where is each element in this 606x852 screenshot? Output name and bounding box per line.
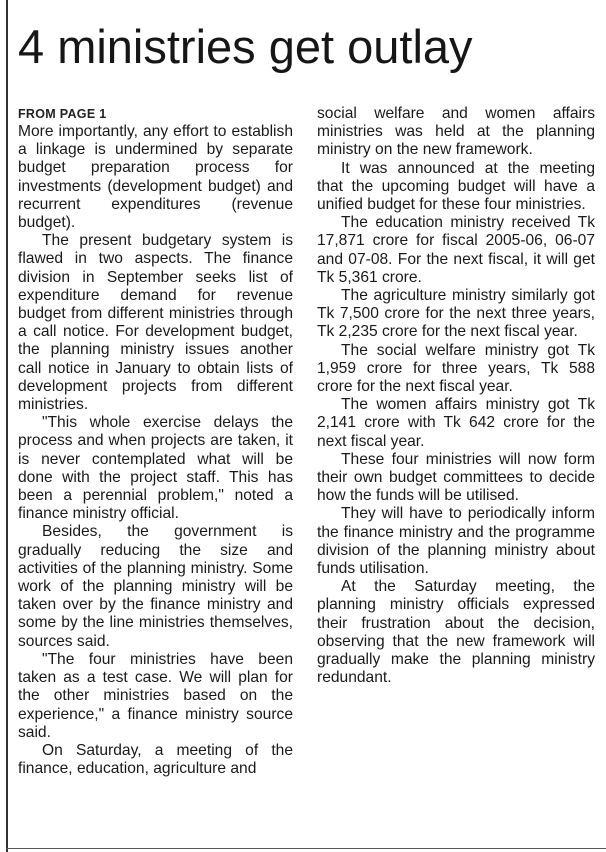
paragraph: social welfare and women affairs ministries was held at the planning ministry on the new framework.	[317, 105, 595, 159]
bottom-rule	[6, 848, 606, 849]
paragraph: "This whole exercise delays the process and when projects are taken, it is never contemplated what will be done with the project staff. This has been a perennial problem," noted a finance ministry official.	[18, 414, 293, 523]
paragraph: The social welfare ministry got Tk 1,959 crore for three years, Tk 588 crore for the next fiscal year.	[317, 341, 595, 396]
paragraph: At the Saturday meeting, the planning ministry officials expressed their frustration about the decision, observing that the new framework will gradually make the planning ministry redundant.	[317, 578, 595, 687]
paragraph: The present budgetary system is flawed in two aspects. The finance division in September seeks list of expenditure demand for revenue budget from different ministries through a call notice. For development budget, the planning ministry issues another call notice in January to obtain lists of development projects from different ministries.	[18, 232, 293, 414]
paragraph: They will have to periodically inform the finance ministry and the programme division of the planning ministry about funds utilisation.	[317, 505, 595, 578]
article-column-left	[18, 105, 293, 778]
paragraph: The agriculture ministry similarly got Tk 7,500 crore for the next three years, Tk 2,235 crore for the next fiscal year.	[317, 287, 595, 341]
paragraph: Besides, the government is gradually reducing the size and activities of the planning ministry. Some work of the planning ministry will be taken over by the finance ministry and some by the line ministries themselves, sources said.	[18, 523, 293, 650]
paragraph: More importantly, any effort to establish a linkage is undermined by separate budget preparation process for investments (development budget) and recurrent expenditures (revenue budget).	[18, 123, 293, 232]
headline: 4 ministries get outlay	[18, 20, 473, 73]
article-column-right	[317, 105, 595, 688]
paragraph: These four ministries will now form their own budget committees to decide how the funds will be utilised.	[317, 450, 595, 505]
paragraph: It was announced at the meeting that the upcoming budget will have a unified budget for these four ministries.	[317, 159, 595, 214]
paragraph: "The four ministries have been taken as a test case. We will plan for the other ministries based on the experience," a finance ministry source said.	[18, 650, 293, 741]
paragraph: On Saturday, a meeting of the finance, education, agriculture and	[18, 741, 293, 778]
paragraph: The women affairs ministry got Tk 2,141 crore with Tk 642 crore for the next fiscal year.	[317, 396, 595, 450]
dateline: FROM PAGE 1	[18, 107, 107, 121]
paragraph: The education ministry received Tk 17,871 crore for fiscal 2005-06, 06-07 and 07-08. For the next fiscal, it will get Tk 5,361 crore.	[317, 214, 595, 286]
column-rule-left	[6, 0, 8, 852]
